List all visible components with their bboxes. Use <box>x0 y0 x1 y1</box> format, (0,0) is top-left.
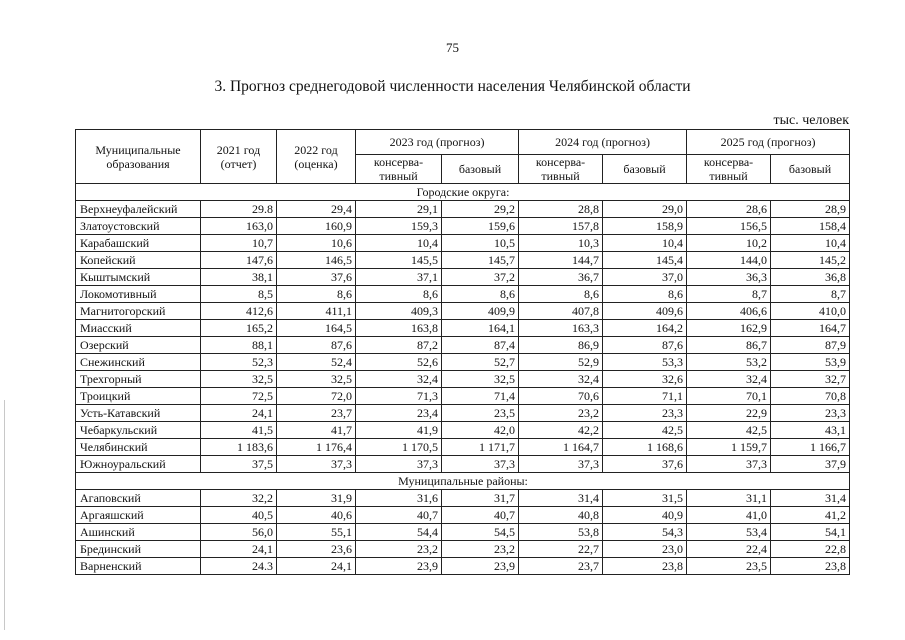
population-value: 52,6 <box>356 354 442 371</box>
population-value: 32,4 <box>356 371 442 388</box>
population-value: 409,9 <box>442 303 519 320</box>
municipality-name: Трехгорный <box>76 371 201 388</box>
table-row <box>76 524 850 541</box>
population-value: 144,0 <box>687 252 771 269</box>
population-value: 53,8 <box>519 524 603 541</box>
header-2025-base: базовый <box>771 155 850 184</box>
population-value: 54,1 <box>771 524 850 541</box>
population-value: 37,1 <box>356 269 442 286</box>
municipality-name: Аргаяшский <box>76 507 201 524</box>
population-value: 37,3 <box>687 456 771 473</box>
population-value: 41,0 <box>687 507 771 524</box>
population-value: 163,8 <box>356 320 442 337</box>
population-value: 37,6 <box>603 456 687 473</box>
population-value: 36,8 <box>771 269 850 286</box>
municipality-name: Южноуральский <box>76 456 201 473</box>
municipality-name: Челябинский <box>76 439 201 456</box>
population-value: 411,1 <box>277 303 356 320</box>
population-value: 1 164,7 <box>519 439 603 456</box>
population-value: 23,9 <box>442 558 519 575</box>
population-value: 156,5 <box>687 218 771 235</box>
population-value: 87,6 <box>277 337 356 354</box>
header-2021: 2021 год (отчет) <box>201 130 277 184</box>
population-value: 37,3 <box>356 456 442 473</box>
population-value: 158,9 <box>603 218 687 235</box>
table-body <box>76 184 850 575</box>
population-value: 29.8 <box>201 201 277 218</box>
population-value: 10,7 <box>201 235 277 252</box>
population-value: 8,6 <box>277 286 356 303</box>
population-value: 41,5 <box>201 422 277 439</box>
population-value: 53,9 <box>771 354 850 371</box>
population-value: 145,2 <box>771 252 850 269</box>
population-value: 147,6 <box>201 252 277 269</box>
unit-label: тыс. человек <box>773 113 849 128</box>
municipality-name: Агаповский <box>76 490 201 507</box>
population-value: 41,7 <box>277 422 356 439</box>
population-value: 32,5 <box>442 371 519 388</box>
population-value: 24.3 <box>201 558 277 575</box>
population-value: 158,4 <box>771 218 850 235</box>
population-value: 10,3 <box>519 235 603 252</box>
population-value: 37,6 <box>277 269 356 286</box>
population-value: 410,0 <box>771 303 850 320</box>
population-value: 31,9 <box>277 490 356 507</box>
header-municipality: Муниципальные образования <box>76 130 201 184</box>
population-value: 29,1 <box>356 201 442 218</box>
population-value: 409,3 <box>356 303 442 320</box>
table-row <box>76 303 850 320</box>
population-value: 8,7 <box>687 286 771 303</box>
population-value: 8,5 <box>201 286 277 303</box>
population-value: 164,2 <box>603 320 687 337</box>
population-value: 406,6 <box>687 303 771 320</box>
population-value: 32,2 <box>201 490 277 507</box>
population-value: 41,9 <box>356 422 442 439</box>
municipality-name: Кыштымский <box>76 269 201 286</box>
population-value: 32,4 <box>519 371 603 388</box>
population-value: 87,9 <box>771 337 850 354</box>
population-value: 37,0 <box>603 269 687 286</box>
population-value: 32,7 <box>771 371 850 388</box>
population-value: 23,5 <box>687 558 771 575</box>
population-value: 32,4 <box>687 371 771 388</box>
header-2023-conservative: консерва-тивный <box>356 155 442 184</box>
population-value: 56,0 <box>201 524 277 541</box>
population-value: 412,6 <box>201 303 277 320</box>
table-row <box>76 422 850 439</box>
table-row <box>76 201 850 218</box>
population-value: 23,5 <box>442 405 519 422</box>
municipality-name: Златоустовский <box>76 218 201 235</box>
municipality-name: Копейский <box>76 252 201 269</box>
scan-margin-line <box>4 400 5 630</box>
population-value: 88,1 <box>201 337 277 354</box>
header-2025: 2025 год (прогноз) <box>687 130 850 155</box>
population-value: 163,0 <box>201 218 277 235</box>
header-2024-conservative: консерва-тивный <box>519 155 603 184</box>
population-value: 10,2 <box>687 235 771 252</box>
population-value: 37,9 <box>771 456 850 473</box>
population-value: 71,4 <box>442 388 519 405</box>
population-value: 1 159,7 <box>687 439 771 456</box>
population-value: 145,7 <box>442 252 519 269</box>
municipality-name: Ашинский <box>76 524 201 541</box>
population-value: 164,5 <box>277 320 356 337</box>
population-value: 23,8 <box>603 558 687 575</box>
population-value: 146,5 <box>277 252 356 269</box>
population-value: 70,6 <box>519 388 603 405</box>
population-value: 55,1 <box>277 524 356 541</box>
population-value: 40,7 <box>442 507 519 524</box>
table-row <box>76 439 850 456</box>
population-value: 8,6 <box>442 286 519 303</box>
population-value: 23,2 <box>519 405 603 422</box>
population-value: 10,4 <box>356 235 442 252</box>
population-value: 10,4 <box>603 235 687 252</box>
population-forecast-table <box>75 129 850 575</box>
population-value: 37,2 <box>442 269 519 286</box>
population-value: 40,9 <box>603 507 687 524</box>
population-value: 159,6 <box>442 218 519 235</box>
table-row <box>76 252 850 269</box>
header-2025-conservative: консерва-тивный <box>687 155 771 184</box>
table-row <box>76 320 850 337</box>
population-value: 8,6 <box>519 286 603 303</box>
population-value: 145,4 <box>603 252 687 269</box>
population-value: 86,9 <box>519 337 603 354</box>
population-value: 36,7 <box>519 269 603 286</box>
population-value: 42,5 <box>603 422 687 439</box>
table-row <box>76 490 850 507</box>
population-value: 54,3 <box>603 524 687 541</box>
population-value: 86,7 <box>687 337 771 354</box>
population-value: 31,4 <box>771 490 850 507</box>
population-value: 163,3 <box>519 320 603 337</box>
population-value: 145,5 <box>356 252 442 269</box>
municipality-name: Карабашский <box>76 235 201 252</box>
population-value: 1 171,7 <box>442 439 519 456</box>
population-value: 42,2 <box>519 422 603 439</box>
table-row <box>76 405 850 422</box>
population-value: 31,1 <box>687 490 771 507</box>
population-value: 24,1 <box>201 541 277 558</box>
table-row <box>76 337 850 354</box>
population-value: 28,8 <box>519 201 603 218</box>
section-title: Муниципальные районы: <box>76 473 850 490</box>
table-row <box>76 507 850 524</box>
population-value: 32,5 <box>201 371 277 388</box>
population-value: 87,2 <box>356 337 442 354</box>
population-value: 52,4 <box>277 354 356 371</box>
municipality-name: Чебаркульский <box>76 422 201 439</box>
population-value: 37,3 <box>519 456 603 473</box>
population-value: 52,7 <box>442 354 519 371</box>
table-row <box>76 286 850 303</box>
population-value: 165,2 <box>201 320 277 337</box>
population-value: 1 176,4 <box>277 439 356 456</box>
population-value: 37,5 <box>201 456 277 473</box>
population-value: 31,5 <box>603 490 687 507</box>
population-value: 23,2 <box>442 541 519 558</box>
population-value: 159,3 <box>356 218 442 235</box>
population-value: 10,6 <box>277 235 356 252</box>
population-value: 37,3 <box>442 456 519 473</box>
population-value: 38,1 <box>201 269 277 286</box>
municipality-name: Снежинский <box>76 354 201 371</box>
population-value: 28,6 <box>687 201 771 218</box>
population-value: 32,5 <box>277 371 356 388</box>
population-value: 23,7 <box>277 405 356 422</box>
header-2023: 2023 год (прогноз) <box>356 130 519 155</box>
population-value: 162,9 <box>687 320 771 337</box>
population-value: 40,5 <box>201 507 277 524</box>
header-2022: 2022 год (оценка) <box>277 130 356 184</box>
table-row <box>76 541 850 558</box>
population-value: 22,9 <box>687 405 771 422</box>
population-value: 407,8 <box>519 303 603 320</box>
population-value: 70,1 <box>687 388 771 405</box>
population-value: 23,4 <box>356 405 442 422</box>
population-value: 87,4 <box>442 337 519 354</box>
population-value: 31,7 <box>442 490 519 507</box>
header-2024-base: базовый <box>603 155 687 184</box>
population-value: 28,9 <box>771 201 850 218</box>
population-value: 42,0 <box>442 422 519 439</box>
population-value: 41,2 <box>771 507 850 524</box>
municipality-name: Троицкий <box>76 388 201 405</box>
population-value: 72,5 <box>201 388 277 405</box>
population-value: 42,5 <box>687 422 771 439</box>
population-value: 70,8 <box>771 388 850 405</box>
population-value: 144,7 <box>519 252 603 269</box>
page-number: 75 <box>446 40 459 55</box>
table-row <box>76 558 850 575</box>
population-value: 43,1 <box>771 422 850 439</box>
municipality-name: Локомотивный <box>76 286 201 303</box>
population-value: 40,6 <box>277 507 356 524</box>
population-value: 29,0 <box>603 201 687 218</box>
population-value: 23,3 <box>771 405 850 422</box>
population-value: 31,4 <box>519 490 603 507</box>
table-row <box>76 388 850 405</box>
population-value: 10,5 <box>442 235 519 252</box>
table-row <box>76 371 850 388</box>
population-value: 36,3 <box>687 269 771 286</box>
municipality-name: Брединский <box>76 541 201 558</box>
population-value: 53,3 <box>603 354 687 371</box>
population-value: 1 166,7 <box>771 439 850 456</box>
table-row <box>76 218 850 235</box>
population-value: 23,9 <box>356 558 442 575</box>
population-value: 71,1 <box>603 388 687 405</box>
population-value: 24,1 <box>201 405 277 422</box>
population-value: 1 168,6 <box>603 439 687 456</box>
header-2024: 2024 год (прогноз) <box>519 130 687 155</box>
population-value: 8,7 <box>771 286 850 303</box>
population-value: 72,0 <box>277 388 356 405</box>
population-value: 52,3 <box>201 354 277 371</box>
municipality-name: Магнитогорский <box>76 303 201 320</box>
population-value: 8,6 <box>603 286 687 303</box>
section-header-row <box>76 473 850 490</box>
population-value: 160,9 <box>277 218 356 235</box>
population-value: 1 170,5 <box>356 439 442 456</box>
population-value: 23,2 <box>356 541 442 558</box>
population-value: 23,8 <box>771 558 850 575</box>
population-value: 22,7 <box>519 541 603 558</box>
population-value: 22,8 <box>771 541 850 558</box>
population-value: 157,8 <box>519 218 603 235</box>
population-value: 54,5 <box>442 524 519 541</box>
population-value: 53,4 <box>687 524 771 541</box>
population-value: 53,2 <box>687 354 771 371</box>
population-value: 23,0 <box>603 541 687 558</box>
population-value: 164,1 <box>442 320 519 337</box>
population-value: 54,4 <box>356 524 442 541</box>
municipality-name: Варненский <box>76 558 201 575</box>
section-header-row <box>76 184 850 201</box>
population-value: 31,6 <box>356 490 442 507</box>
municipality-name: Верхнеуфалейский <box>76 201 201 218</box>
population-value: 23,3 <box>603 405 687 422</box>
population-value: 40,7 <box>356 507 442 524</box>
document-title: 3. Прогноз среднегодовой численности населения Челябинской области <box>214 78 691 95</box>
population-value: 22,4 <box>687 541 771 558</box>
population-value: 37,3 <box>277 456 356 473</box>
table-row <box>76 269 850 286</box>
population-value: 10,4 <box>771 235 850 252</box>
population-value: 1 183,6 <box>201 439 277 456</box>
population-value: 23,7 <box>519 558 603 575</box>
population-value: 71,3 <box>356 388 442 405</box>
population-value: 29,2 <box>442 201 519 218</box>
table-row <box>76 354 850 371</box>
population-value: 29,4 <box>277 201 356 218</box>
table-row <box>76 235 850 252</box>
population-value: 409,6 <box>603 303 687 320</box>
population-value: 23,6 <box>277 541 356 558</box>
table-row <box>76 456 850 473</box>
population-value: 32,6 <box>603 371 687 388</box>
population-value: 24,1 <box>277 558 356 575</box>
municipality-name: Озерский <box>76 337 201 354</box>
municipality-name: Миасский <box>76 320 201 337</box>
population-value: 52,9 <box>519 354 603 371</box>
municipality-name: Усть-Катавский <box>76 405 201 422</box>
population-value: 164,7 <box>771 320 850 337</box>
section-title: Городские округа: <box>76 184 850 201</box>
population-value: 8,6 <box>356 286 442 303</box>
header-2023-base: базовый <box>442 155 519 184</box>
population-value: 40,8 <box>519 507 603 524</box>
population-value: 87,6 <box>603 337 687 354</box>
